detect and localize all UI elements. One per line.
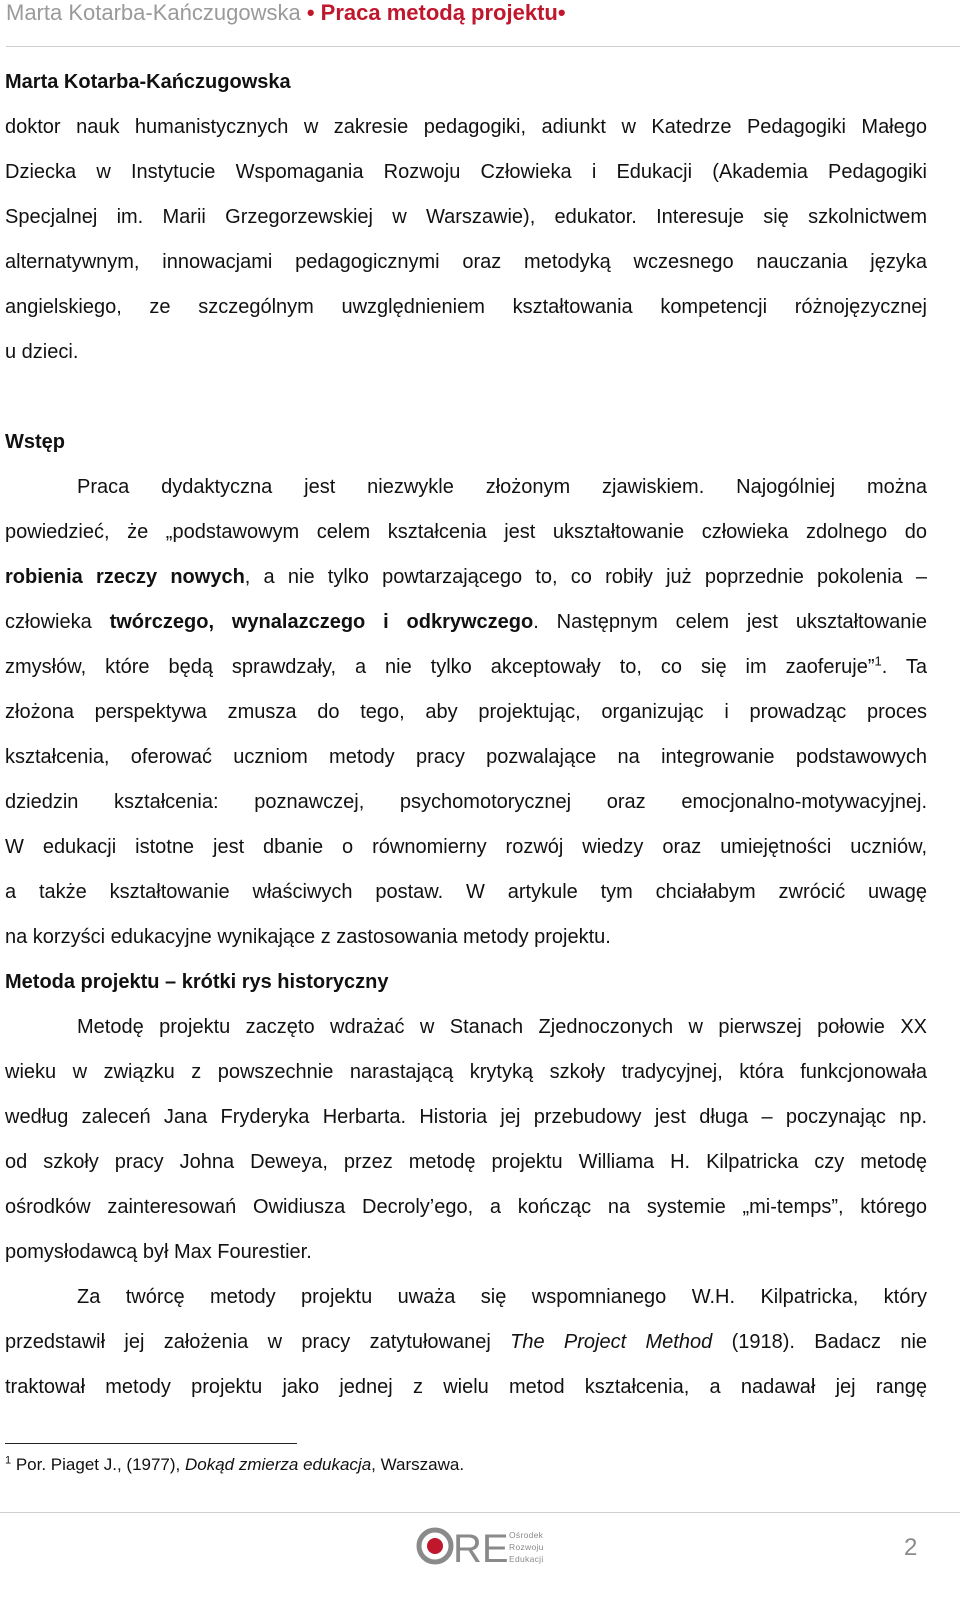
paragraph-line: pomysłodawcą był Max Fourestier. <box>5 1241 312 1263</box>
header-title: Praca metodą projektu <box>320 0 558 25</box>
paragraph-line: według zaleceń Jana Fryderyka Herbarta. Historia jej przebudowy jest długa – poczynając np. <box>5 1106 927 1128</box>
bio-line: Specjalnej im. Marii Grzegorzewskiej w Warszawie), edukator. Interesuje się szkolnictwem <box>5 206 927 228</box>
paragraph-line: zmysłów, które będą sprawdzały, a nie tylko akceptowały to, co się im zaoferuje”$^1$. Ta <box>5 653 928 678</box>
paragraph-line: wieku w związku z powszechnie narastającą krytyką szkoły tradycyjnej, która funkcjonowała <box>5 1061 927 1083</box>
logo-caption: Ośrodek Rozwoju Edukacji <box>509 1530 544 1564</box>
paragraph-line: Praca dydaktyczna jest niezwykle złożonym zjawiskiem. Najogólniej można <box>77 476 927 498</box>
bio-line: u dzieci. <box>5 341 79 363</box>
paragraph-line: a także kształtowanie właściwych postaw. W artykule tym chciałabym zwrócić uwagę <box>5 881 927 903</box>
ore-logo <box>414 1523 554 1569</box>
paragraph-line: od szkoły pracy Johna Deweya, przez metodę projektu Williama H. Kilpatricka czy metodę <box>5 1151 927 1173</box>
book-title: The Project Method <box>510 1331 713 1353</box>
ore-logo-icon <box>414 1523 509 1569</box>
paragraph-line: Za twórcę metody projektu uważa się wspomnianego W.H. Kilpatricka, który <box>77 1286 927 1308</box>
page-number: 2 <box>904 1534 918 1561</box>
paragraph-line: robienia rzeczy nowych, a nie tylko powtarzającego to, co robiły już poprzednie pokolenia – <box>5 566 927 588</box>
footer-divider <box>0 1512 960 1513</box>
paragraph-line: dziedzin kształcenia: poznawczej, psychomotorycznej oraz emocjonalno-motywacyjnej. <box>5 791 927 813</box>
paragraph-line: złożona perspektywa zmusza do tego, aby projektując, organizując i prowadząc proces <box>5 701 927 723</box>
footnote-book-title: Dokąd zmierza edukacja <box>185 1455 372 1474</box>
header-separator: • <box>300 0 321 25</box>
paragraph-line: człowieka twórczego, wynalazczego i odkrywczego. Następnym celem jest ukształtowanie <box>5 611 927 633</box>
footnote-reference[interactable]: 1 <box>874 653 882 669</box>
logo-letters: RE <box>453 1527 509 1569</box>
bio-line: alternatywnym, innowacjami pedagogicznymi oraz metodyką wczesnego nauczania języka <box>5 251 927 273</box>
bio-line: angielskiego, ze szczególnym uwzględnieniem kształtowania kompetencji różnojęzycznej <box>5 296 927 318</box>
footnote: $^1$ Por. Piaget J., (1977), Dokąd zmierza edukacja, Warszawa. <box>5 1454 465 1474</box>
paragraph-line: traktował metody projektu jako jednej z wielu metod kształcenia, a nadawał jej rangę <box>5 1376 927 1398</box>
footnote-divider <box>5 1443 297 1444</box>
paragraph-line: przedstawił jej założenia w pracy zatytułowanej The Project Method (1918). Badacz nie <box>5 1331 928 1353</box>
document-body <box>5 60 927 1410</box>
header-bullet: • <box>557 0 566 25</box>
paragraph-line: kształcenia, oferować uczniom metody pracy pozwalające na integrowanie podstawowych <box>5 746 927 768</box>
header-divider <box>6 46 960 47</box>
paragraph-line: powiedzieć, że „podstawowym celem kształcenia jest ukształtowanie człowieka zdolnego do <box>5 521 927 543</box>
page-header <box>6 0 946 30</box>
paragraph-line: W edukacji istotne jest dbanie o równomierny rozwój wiedzy oraz umiejętności uczniów, <box>5 836 927 858</box>
paragraph-line: ośrodków zainteresowań Owidiusza Decroly’ego, a kończąc na systemie „mi-temps”, którego <box>5 1196 927 1218</box>
footnote-number: 1 <box>5 1454 12 1467</box>
bio-line: Dziecka w Instytucie Wspomagania Rozwoju Człowieka i Edukacji (Akademia Pedagogiki <box>5 161 927 183</box>
bold-phrase: robienia rzeczy nowych <box>5 566 245 588</box>
header-author: Marta Kotarba-Kańczugowska <box>6 0 301 25</box>
paragraph-line: na korzyści edukacyjne wynikające z zastosowania metody projektu. <box>5 926 611 948</box>
header-text <box>6 0 566 26</box>
section-heading-intro: Wstęp <box>5 431 65 453</box>
bio-line: doktor nauk humanistycznych w zakresie pedagogiki, adiunkt w Katedrze Pedagogiki Małego <box>5 116 927 138</box>
bold-phrase: twórczego, wynalazczego i odkrywczego <box>109 611 534 633</box>
section-heading-history: Metoda projektu – krótki rys historyczny <box>5 971 389 993</box>
author-name: Marta Kotarba-Kańczugowska <box>5 71 291 93</box>
paragraph-line: Metodę projektu zaczęto wdrażać w Stanach Zjednoczonych w pierwszej połowie XX <box>77 1016 927 1038</box>
